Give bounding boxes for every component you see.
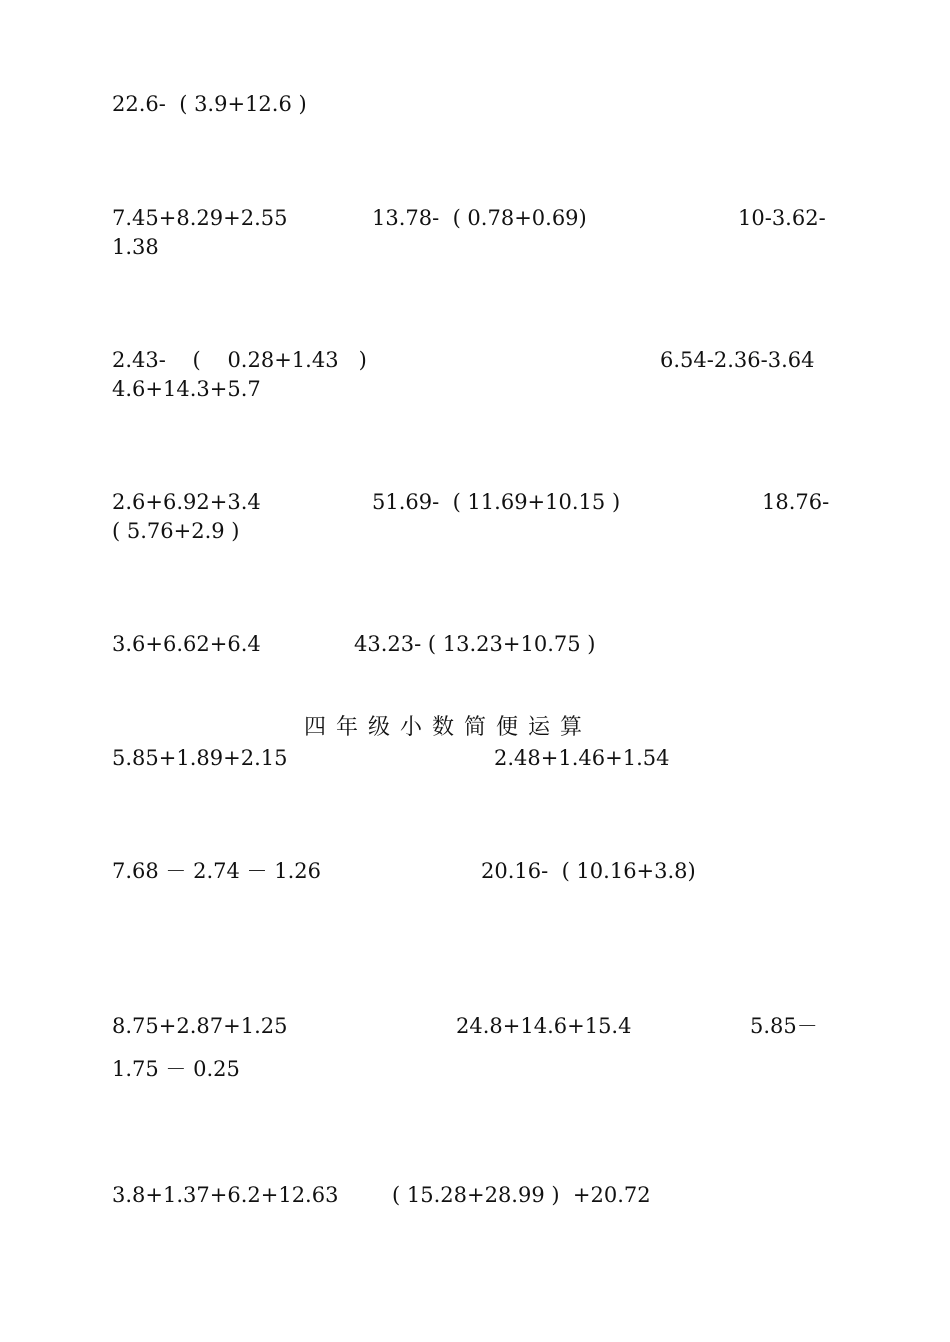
expr-4-3: 18.76- xyxy=(762,490,830,514)
expr-3-1: 2.43- ( 0.28+1.43 ) xyxy=(112,348,367,372)
expr-3-2: 6.54-2.36-3.64 xyxy=(660,348,815,372)
expr-7-1: 7.68 － 2.74 － 1.26 xyxy=(112,859,321,883)
expr-6-2: 2.48+1.46+1.54 xyxy=(494,746,670,770)
expr-5-1: 3.6+6.62+6.4 xyxy=(112,632,261,656)
expr-9-2: ( 15.28+28.99 ) +20.72 xyxy=(392,1183,651,1207)
expr-4-2: 51.69- ( 11.69+10.15 ) xyxy=(372,490,621,514)
expr-4-3-cont: ( 5.76+2.9 ) xyxy=(112,519,240,543)
expr-1-1: 22.6- ( 3.9+12.6 ) xyxy=(112,92,307,116)
expr-4-1: 2.6+6.92+3.4 xyxy=(112,490,261,514)
expr-5-2: 43.23- ( 13.23+10.75 ) xyxy=(354,632,596,656)
expr-8-3: 5.85－ xyxy=(750,1014,818,1038)
worksheet-title: 四年级小数简便运算 xyxy=(304,715,593,740)
expr-2-3-cont: 1.38 xyxy=(112,235,159,259)
expr-3-3: 4.6+14.3+5.7 xyxy=(112,377,261,401)
expr-2-1: 7.45+8.29+2.55 xyxy=(112,206,288,230)
expr-7-2: 20.16- ( 10.16+3.8) xyxy=(481,859,696,883)
expr-2-2: 13.78- ( 0.78+0.69) xyxy=(372,206,587,230)
expr-8-1: 8.75+2.87+1.25 xyxy=(112,1014,288,1038)
expr-8-2: 24.8+14.6+15.4 xyxy=(456,1014,632,1038)
expr-8-3-cont: 1.75 － 0.25 xyxy=(112,1057,240,1081)
expr-6-1: 5.85+1.89+2.15 xyxy=(112,746,288,770)
expr-2-3: 10-3.62- xyxy=(738,206,826,230)
expr-9-1: 3.8+1.37+6.2+12.63 xyxy=(112,1183,339,1207)
